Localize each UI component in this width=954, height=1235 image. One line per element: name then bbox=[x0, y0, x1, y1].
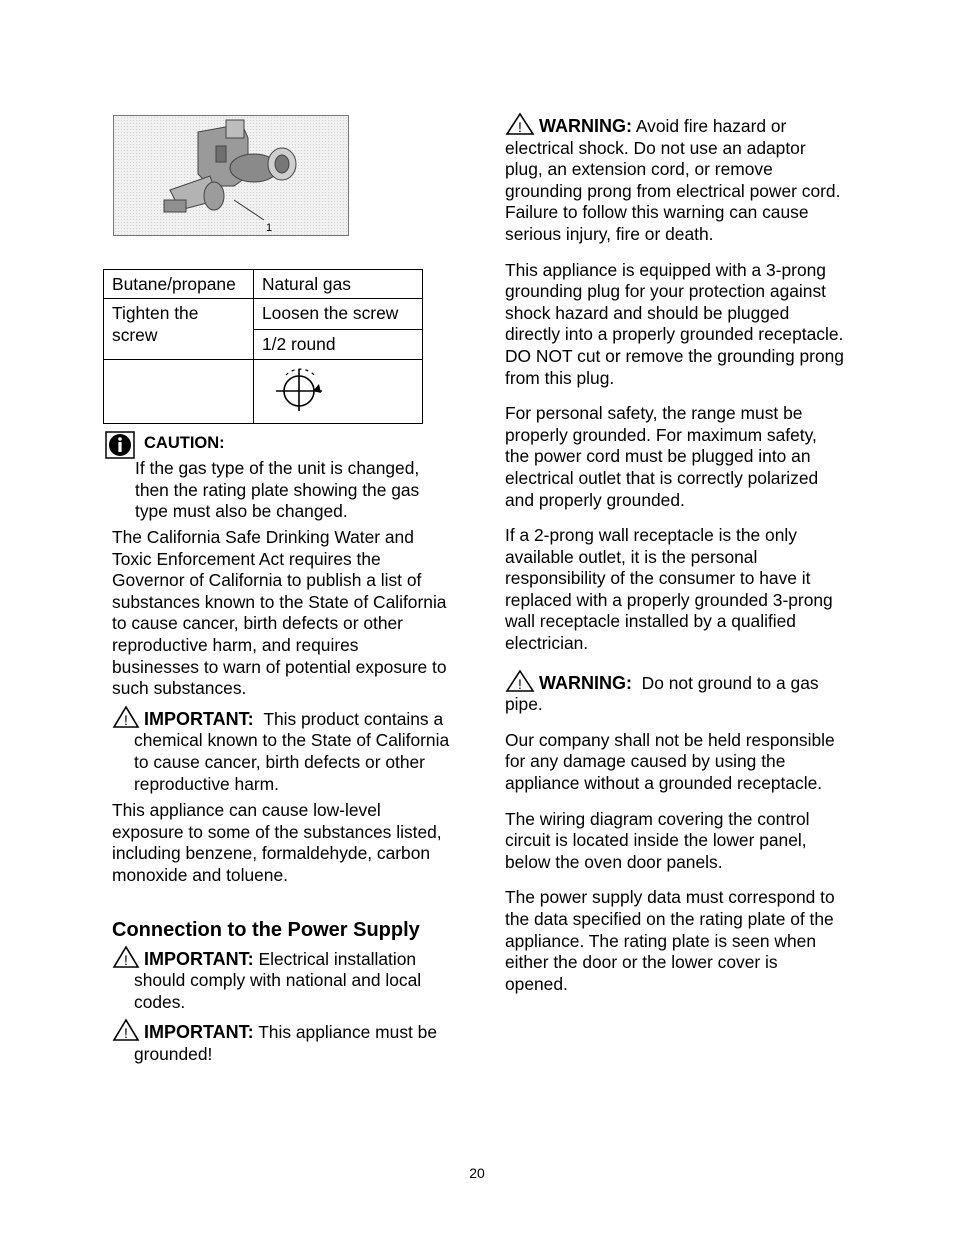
page-number: 20 bbox=[469, 1165, 485, 1181]
prop65-paragraph: The California Safe Drinking Water and Toxic Enforcement Act requires the Governor of California to publish a list of substances known to the State of California to cause cancer, birth defects or other reproductive harm, and requires businesses to warn of potential exposure to such substances. bbox=[112, 527, 447, 699]
caution-text: If the gas type of the unit is changed, then the rating plate showing the gas type must also be changed. bbox=[135, 458, 420, 522]
exposure-paragraph: This appliance can cause low-level exposure to some of the substances listed, including benzene, formaldehyde, carbon monoxide and toluene. bbox=[112, 800, 442, 885]
warning-block-1 bbox=[505, 112, 845, 246]
warning-block-2 bbox=[505, 669, 845, 716]
power-supply-paragraph: The power supply data must correspond to the data specified on the rating plate of the appliance. The rating plate is seen when either the door or the lower cover is opened. bbox=[505, 887, 835, 994]
warning-1-label: WARNING: bbox=[539, 116, 632, 136]
liability-paragraph: Our company shall not be held responsible for any damage caused by using the appliance without a grounded receptacle. bbox=[505, 729, 835, 794]
table-cell-empty bbox=[104, 360, 254, 424]
warning-triangle-icon bbox=[505, 112, 535, 136]
table-cell-rotation bbox=[254, 360, 423, 424]
svg-text:!: ! bbox=[124, 1025, 128, 1042]
svg-text:!: ! bbox=[518, 675, 522, 692]
important-1-text: This product contains a chemical known to the State of California to cause cancer, birth defects or other reproductive harm. bbox=[134, 708, 450, 794]
warning-2-label: WARNING: bbox=[539, 672, 632, 693]
important-block-3 bbox=[112, 1018, 450, 1065]
warning-2-text: Do not ground to a gas pipe. bbox=[505, 672, 819, 715]
two-prong-paragraph: If a 2-prong wall receptacle is the only available outlet, it is the personal responsibility of the consumer to have it replaced with a properly grounded 3-prong wall receptacle installed by a qualified electrician. bbox=[505, 525, 833, 654]
table-cell-loosen: Loosen the screw bbox=[254, 299, 423, 330]
caution-label: CAUTION: bbox=[144, 434, 225, 452]
svg-text:!: ! bbox=[124, 711, 128, 728]
important-3-text: This appliance must be grounded! bbox=[134, 1022, 438, 1064]
right-column bbox=[505, 112, 845, 995]
warning-triangle-icon bbox=[505, 669, 535, 693]
important-3-label: IMPORTANT: bbox=[144, 1022, 254, 1043]
table-header-natural-gas: Natural gas bbox=[254, 270, 423, 299]
table-cell-half-round: 1/2 round bbox=[254, 329, 423, 360]
warning-triangle-icon bbox=[112, 945, 140, 969]
warning-triangle-icon bbox=[112, 705, 140, 729]
table-header-butane: Butane/propane bbox=[104, 270, 254, 299]
gas-conversion-table bbox=[103, 269, 423, 424]
grounding-plug-paragraph: This appliance is equipped with a 3-prong grounding plug for your protection against shock hazard and should be plugged directly into a properly grounded receptacle. DO NOT cut or remove the grounding prong from this plug. bbox=[505, 259, 844, 388]
wiring-diagram-paragraph: The wiring diagram covering the control circuit is located inside the lower panel, below the oven door panels. bbox=[505, 808, 810, 872]
section-heading: Connection to the Power Supply bbox=[112, 918, 420, 941]
important-2-label: IMPORTANT: bbox=[144, 948, 254, 969]
gas-valve-illustration bbox=[114, 116, 348, 235]
important-block-1 bbox=[112, 705, 450, 795]
important-2-text: Electrical installation should comply with national and local codes. bbox=[134, 948, 422, 1012]
warning-triangle-icon bbox=[112, 1018, 140, 1042]
figure-callout: 1 bbox=[266, 222, 273, 234]
rotation-arrow-icon bbox=[266, 363, 336, 415]
left-column bbox=[112, 527, 450, 1065]
svg-text:!: ! bbox=[518, 119, 522, 135]
valve-figure bbox=[113, 115, 349, 236]
important-1-label: IMPORTANT: bbox=[144, 708, 254, 729]
table-cell-tighten: Tighten the screw bbox=[104, 299, 254, 360]
svg-text:!: ! bbox=[124, 951, 128, 968]
important-block-2 bbox=[112, 945, 450, 1014]
personal-safety-paragraph: For personal safety, the range must be properly grounded. For maximum safety, the power cord must be plugged into an electrical outlet that is correctly polarized and properly grounded. bbox=[505, 403, 819, 510]
warning-1-text: Avoid fire hazard or electrical shock. Do not use an adaptor plug, an extension cord, or remove grounding prong from electrical power cord. Failure to follow this warning can cause serious injury, fire or death. bbox=[505, 116, 841, 244]
info-icon bbox=[105, 431, 135, 459]
